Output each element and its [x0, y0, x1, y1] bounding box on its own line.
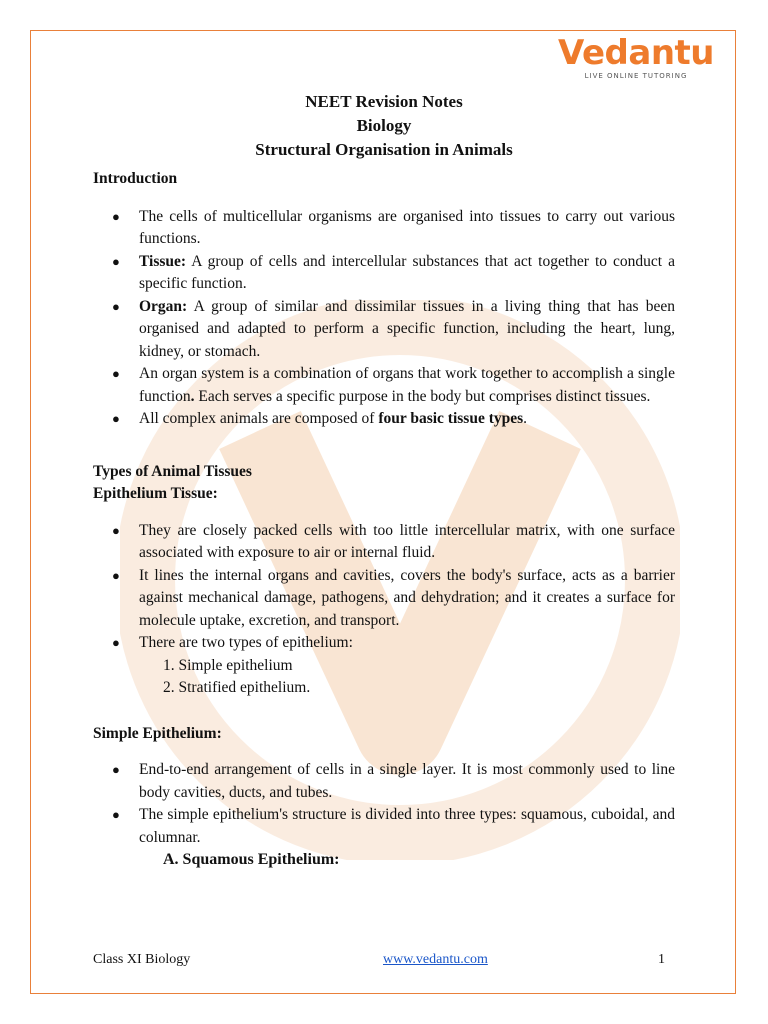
- logo-wordmark: Vedantu: [558, 33, 714, 73]
- list-item: ● Organ: A group of similar and dissimilar tissues in a living thing that has been organised and adapted to perform a specific function, including the heart, lung, kidney, or stomach.: [93, 296, 675, 364]
- logo-tagline: LIVE ONLINE TUTORING: [584, 72, 688, 80]
- list-item: ● It lines the internal organs and cavities, covers the body's surface, acts as a barrier against mechanical damage, pathogens, and dehydration; and it creates a surface for molecule uptake, excretion, and transport.: [93, 565, 675, 633]
- page-number: 1: [658, 952, 665, 967]
- simple-epithelium-list: [93, 759, 675, 849]
- list-item: ● The simple epithelium's structure is divided into three types: squamous, cuboidal, and columnar.: [93, 804, 675, 849]
- vedantu-logo: [558, 33, 714, 80]
- list-item: ● An organ system is a combination of organs that work together to accomplish a single function. Each serves a specific purpose in the body but comprises distinct tissues.: [93, 363, 675, 408]
- list-item: 1. Simple epithelium: [163, 656, 293, 674]
- list-item: ● End-to-end arrangement of cells in a single layer. It is most commonly used to line body cavities, ducts, and tubes.: [93, 759, 675, 804]
- title-line-2: Biology: [356, 116, 412, 135]
- list-item: ● They are closely packed cells with too little intercellular matrix, with one surface associated with exposure to air or internal fluid.: [93, 520, 675, 565]
- list-item: ● There are two types of epithelium:: [93, 632, 675, 655]
- list-item: ● The cells of multicellular organisms are organised into tissues to carry out various functions.: [93, 206, 675, 251]
- epithelium-list: [93, 520, 675, 655]
- footer-website-link[interactable]: www.vedantu.com: [383, 952, 488, 967]
- intro-heading: Introduction: [93, 170, 178, 187]
- simple-epithelium-heading: Simple Epithelium:: [93, 724, 222, 742]
- epithelium-types-list: [93, 655, 675, 700]
- title-line-3: Structural Organisation in Animals: [255, 140, 513, 159]
- list-item: ● All complex animals are composed of four basic tissue types.: [93, 408, 675, 431]
- intro-list: [93, 206, 675, 431]
- types-heading: Types of Animal Tissues: [93, 462, 252, 480]
- document-body: [93, 90, 675, 872]
- list-item: ● Tissue: A group of cells and intercellular substances that act together to conduct a specific function.: [93, 251, 675, 296]
- footer-class-label: Class XI Biology: [93, 952, 191, 967]
- list-item: 2. Stratified epithelium.: [163, 679, 311, 696]
- epithelium-heading: Epithelium Tissue:: [93, 485, 218, 502]
- title-line-1: NEET Revision Notes: [305, 92, 463, 111]
- squamous-heading: A. Squamous Epithelium:: [163, 851, 340, 868]
